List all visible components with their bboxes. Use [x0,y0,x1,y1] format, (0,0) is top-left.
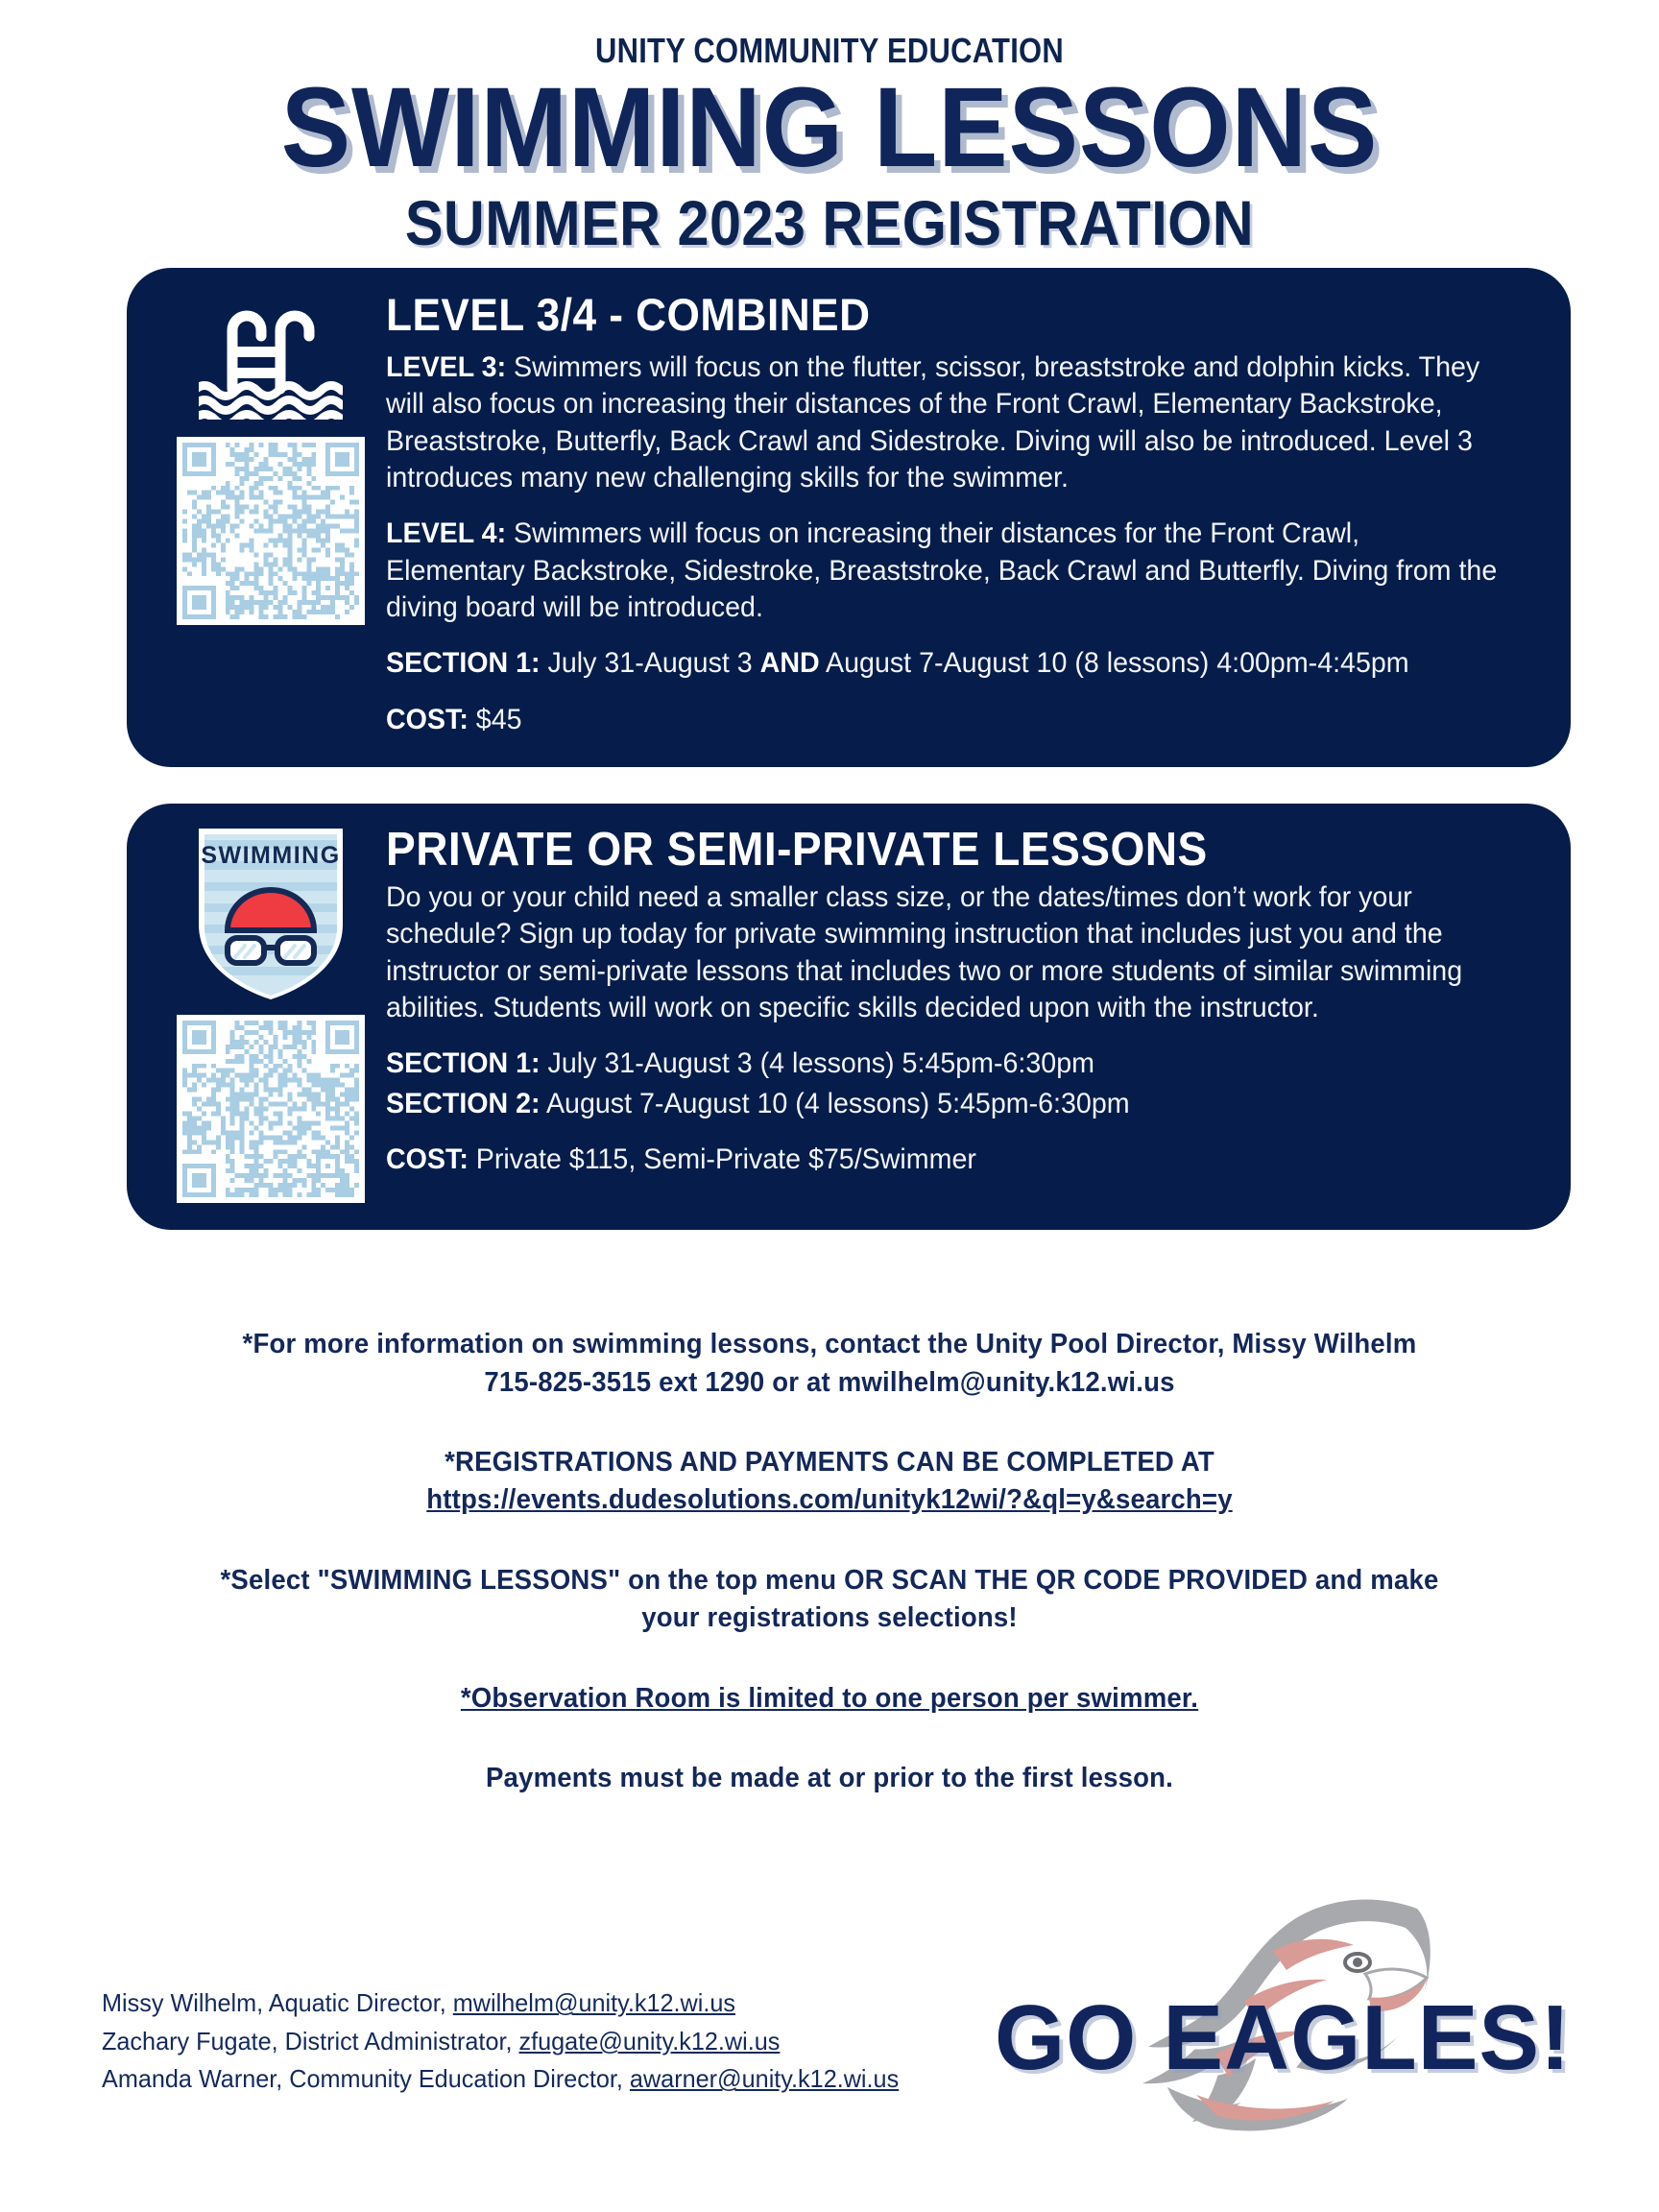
select-line-1: *Select "SWIMMING LESSONS" on the top menu OR SCAN THE QR CODE PROVIDED and make [220,1564,1439,1596]
section-1-dates-post: August 7-August 10 (8 lessons) 4:00pm-4:45pm [819,647,1409,680]
registration-url-link[interactable]: https://events.dudesolutions.com/unityk12wi/?&ql=y&search=y [426,1484,1233,1516]
contact-row [102,1984,899,2023]
eagles-slogan: GO EAGLES! [995,1986,1572,2089]
level3-text: Swimmers will focus on the flutter, scissor, breaststroke and dolphin kicks. They will also focus on increasing their distances of the Front Crawl, Elementary Backstroke, Breaststroke, Butterfly, Back Crawl and Sidestroke. Diving will also be introduced. Level 3 introduces many new challenging skills for the swimmer. [386,350,1480,493]
contact-name-role: Zachary Fugate, District Administrator, [102,2026,519,2056]
section-2-label: SECTION 2: [386,1087,541,1119]
cost-line [386,1142,1498,1178]
page-subtitle: SUMMER 2023 REGISTRATION [404,186,1255,258]
card-left-column [161,825,380,1203]
qr-code-level34[interactable] [177,437,365,625]
select-line-2: your registrations selections! [641,1602,1018,1634]
cost-value: $45 [468,703,522,735]
card-level-3-4 [127,268,1571,767]
select-notice [0,1562,1659,1638]
poster-footer [0,1866,1659,2212]
contact-name-role: Missy Wilhelm, Aquatic Director, [102,1988,453,2018]
level3-paragraph [386,349,1498,496]
card-content-level34 [380,291,1532,738]
contact-line-1: *For more information on swimming lessons, contact the Unity Pool Director, Missy Wilhelm [242,1329,1417,1360]
cost-line [386,702,1498,738]
payments-line: Payments must be made at or prior to the first lesson. [485,1763,1174,1794]
card-private-lessons [127,804,1571,1230]
organization-name: UNITY COMMUNITY EDUCATION [594,31,1065,70]
private-description: Do you or your child need a smaller class size, or the dates/times don’t work for your schedule? Sign up today for private swimming instruction that includes just you and the instructor or semi-private lessons that includes two or more students of similar swimming abilities. Students will work on specific skills decided upon with the instructor. [386,881,1463,1024]
level4-label: LEVEL 4: [386,517,507,550]
poster-header [0,0,1659,256]
card-heading: LEVEL 3/4 - COMBINED [386,289,871,341]
section-1-label: SECTION 1: [386,1047,541,1080]
level4-paragraph [386,516,1498,626]
contact-name-role: Amanda Warner, Community Education Director, [102,2064,630,2094]
cost-value: Private $115, Semi-Private $75/Swimmer [468,1143,976,1176]
payments-notice [0,1760,1659,1797]
card-heading: PRIVATE OR SEMI-PRIVATE LESSONS [386,824,1208,877]
contact-line-2 [41,1364,1618,1402]
contact-row [102,2023,899,2061]
contact-notice [0,1326,1659,1402]
section-1-details: July 31-August 3 (4 lessons) 5:45pm-6:30pm [540,1047,1094,1080]
contact-row [102,2060,899,2099]
cost-label: COST: [386,1143,469,1176]
section-1-dates-pre: July 31-August 3 [540,647,760,680]
registration-line-1: *REGISTRATIONS AND PAYMENTS CAN BE COMPLETED AT [445,1446,1214,1478]
qr-code-private[interactable] [177,1015,365,1203]
eagles-logo-group [985,1886,1599,2145]
section-2-details: August 7-August 10 (4 lessons) 5:45pm-6:30pm [540,1087,1130,1119]
swimming-badge-icon [189,827,352,1001]
card-left-column [161,291,380,625]
level3-label: LEVEL 3: [386,350,507,383]
section-2-line [386,1086,1498,1122]
contact-email-link[interactable]: awarner@unity.k12.wi.us [629,2064,900,2094]
contact-email-link[interactable]: zfugate@unity.k12.wi.us [518,2026,781,2056]
section-1-line [386,1046,1498,1082]
observation-line: *Observation Room is limited to one person per swimmer. [460,1682,1199,1714]
staff-contact-list [102,1984,899,2099]
page-title: SWIMMING LESSONS [280,63,1379,191]
pool-ladder-icon [199,297,343,420]
cost-label: COST: [386,703,469,735]
level4-text: Swimmers will focus on increasing their distances for the Front Crawl, Elementary Backstroke, Sidestroke, Breaststroke, Back Crawl and Butterfly. Diving from the diving board will be introduced. [386,517,1498,623]
badge-label: SWIMMING [201,842,341,870]
section-1-line [386,645,1498,682]
observation-notice [0,1680,1659,1718]
section-1-label: SECTION 1: [386,647,541,680]
registration-notice [0,1444,1659,1520]
notices-section [0,1326,1659,1798]
card-content-private [380,825,1532,1178]
contact-email-link[interactable]: mwilhelm@unity.k12.wi.us [837,1366,1175,1398]
contact-email-link[interactable]: mwilhelm@unity.k12.wi.us [452,1988,736,2018]
section-1-and: AND [759,647,820,680]
contact-phone: 715-825-3515 ext 1290 or at [484,1366,838,1398]
